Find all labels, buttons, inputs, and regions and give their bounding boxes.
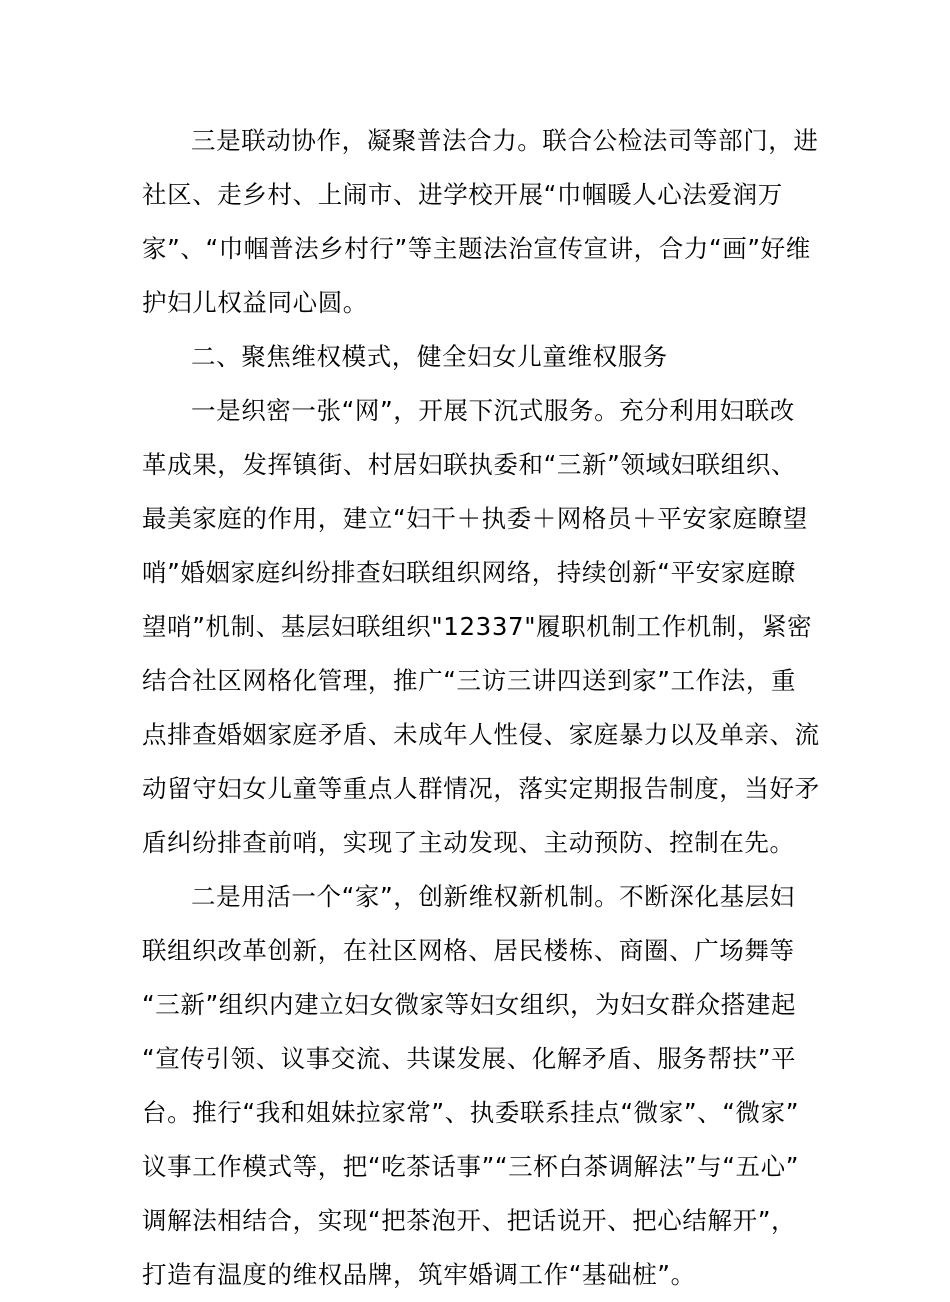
paragraph-line: 结合社区网格化管理，推广“三访三讲四送到家”工作法，重 — [142, 666, 797, 695]
paragraph-line: 议事工作模式等，把“吃茶话事”“三杯白茶调解法”与“五心” — [142, 1152, 800, 1181]
paragraph-line: 点排查婚姻家庭矛盾、未成年人性侵、家庭暴力以及单亲、流 — [142, 720, 820, 749]
paragraph-line: 护妇儿权益同心圆。 — [142, 288, 368, 317]
paragraph-line: 社区、走乡村、上闹市、进学校开展“巾帼暖人心法爱润万 — [142, 180, 783, 209]
section-heading: 二、聚焦维权模式，健全妇女儿童维权服务 — [191, 342, 668, 371]
paragraph-line: “三新”组织内建立妇女微家等妇女组织，为妇女群众搭建起 — [142, 990, 797, 1019]
paragraph-line: 二是用活一个“家”，创新维权新机制。不断深化基层妇 — [191, 882, 795, 911]
paragraph-line: 最美家庭的作用，建立“妇干＋执委＋网格员＋平安家庭瞭望 — [142, 504, 808, 533]
paragraph-line: 打造有温度的维权品牌，筑牢婚调工作“基础桩”。 — [142, 1260, 696, 1289]
paragraph-line: “宣传引领、议事交流、共谋发展、化解矛盾、服务帮扶”平 — [142, 1044, 797, 1073]
paragraph-line: 台。推行“我和姐妹拉家常”、执委联系挂点“微家”、“微家” — [142, 1098, 800, 1127]
document-body — [142, 114, 820, 1302]
paragraph-line: 一是织密一张“网”，开展下沉式服务。充分利用妇联改 — [191, 396, 795, 425]
paragraph-line: 革成果，发挥镇街、村居妇联执委和“三新”领域妇联组织、 — [142, 450, 797, 479]
paragraph-line: 调解法相结合，实现“把茶泡开、把话说开、把心结解开”， — [142, 1206, 797, 1235]
paragraph-line: 动留守妇女儿童等重点人群情况，落实定期报告制度，当好矛 — [142, 774, 820, 803]
paragraph-line: 家”、“巾帼普法乡村行”等主题法治宣传宣讲，合力“画”好维 — [142, 234, 811, 263]
paragraph-line: 三是联动协作，凝聚普法合力。联合公检法司等部门，进 — [191, 126, 819, 155]
paragraph-line: 望哨”机制、基层妇联组织"12337"履职机制工作机制，紧密 — [142, 612, 813, 641]
paragraph-line: 盾纠纷排查前哨，实现了主动发现、主动预防、控制在先。 — [142, 828, 795, 857]
paragraph-line: 联组织改革创新，在社区网格、居民楼栋、商圈、广场舞等 — [142, 936, 795, 965]
paragraph-line: 哨”婚姻家庭纠纷排查妇联组织网络，持续创新“平安家庭瞭 — [142, 558, 797, 587]
